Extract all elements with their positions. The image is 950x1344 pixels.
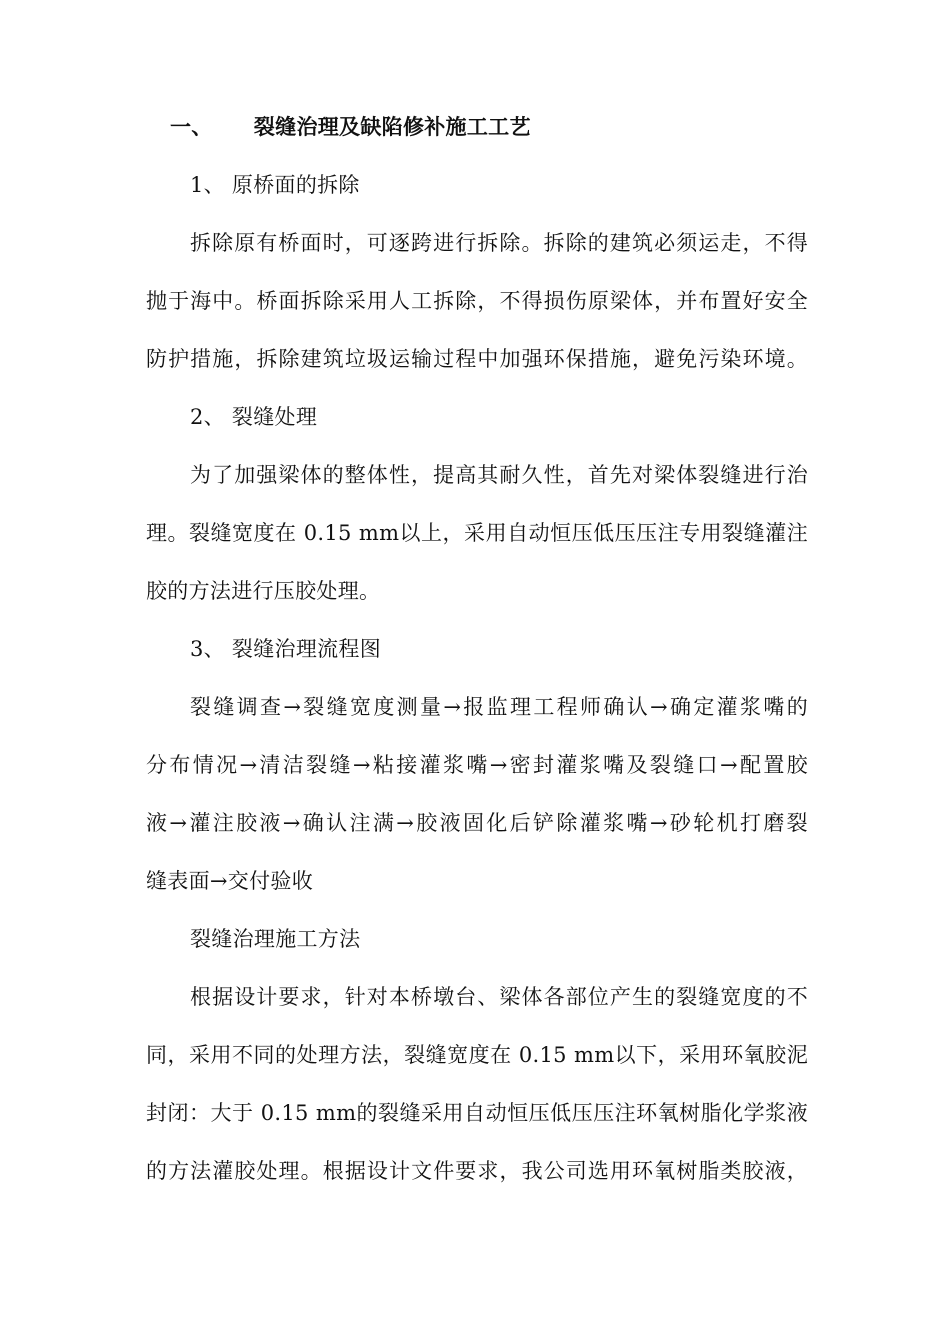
- heading-title: 裂缝治理及缺陷修补施工工艺: [253, 115, 531, 139]
- paragraph-2-line-2: 理。裂缝宽度在 0.15 mm以上，采用自动恒压低压压注专用裂缝灌注: [146, 521, 808, 545]
- paragraph-3-line-2: 分布情况→清洁裂缝→粘接灌浆嘴→密封灌浆嘴及裂缝口→配置胶: [146, 753, 808, 777]
- paragraph-2-line-1: 为了加强梁体的整体性，提高其耐久性，首先对梁体裂缝进行治: [190, 463, 808, 487]
- paragraph-4-line-3: 封闭：大于 0.15 mm的裂缝采用自动恒压低压压注环氧树脂化学浆液: [146, 1101, 808, 1125]
- paragraph-4-line-4: 的方法灌胶处理。根据设计文件要求，我公司选用环氧树脂类胶液，: [146, 1159, 808, 1183]
- subsection-title-1: 1、 原桥面的拆除: [190, 173, 360, 197]
- section-heading: [170, 113, 531, 141]
- paragraph-3-line-3: 液→灌注胶液→确认注满→胶液固化后铲除灌浆嘴→砂轮机打磨裂: [146, 811, 808, 835]
- paragraph-2-line-3: 胶的方法进行压胶处理。: [146, 579, 381, 603]
- subsection-title-3: 3、 裂缝治理流程图: [190, 637, 382, 661]
- paragraph-3-line-1: 裂缝调查→裂缝宽度测量→报监理工程师确认→确定灌浆嘴的: [190, 695, 808, 719]
- subsection-title-4: 裂缝治理施工方法: [190, 927, 361, 951]
- heading-number: 一、: [170, 115, 213, 139]
- paragraph-3-line-4: 缝表面→交付验收: [146, 869, 313, 893]
- paragraph-4-line-1: 根据设计要求，针对本桥墩台、梁体各部位产生的裂缝宽度的不: [190, 985, 808, 1009]
- paragraph-1-line-1: 拆除原有桥面时，可逐跨进行拆除。拆除的建筑必须运走，不得: [190, 231, 808, 255]
- paragraph-4-line-2: 同，采用不同的处理方法，裂缝宽度在 0.15 mm以下，采用环氧胶泥: [146, 1043, 808, 1067]
- paragraph-1-line-2: 抛于海中。桥面拆除采用人工拆除，不得损伤原梁体，并布置好安全: [146, 289, 808, 313]
- subsection-title-2: 2、 裂缝处理: [190, 405, 318, 429]
- paragraph-1-line-3: 防护措施，拆除建筑垃圾运输过程中加强环保措施，避免污染环境。: [146, 347, 808, 371]
